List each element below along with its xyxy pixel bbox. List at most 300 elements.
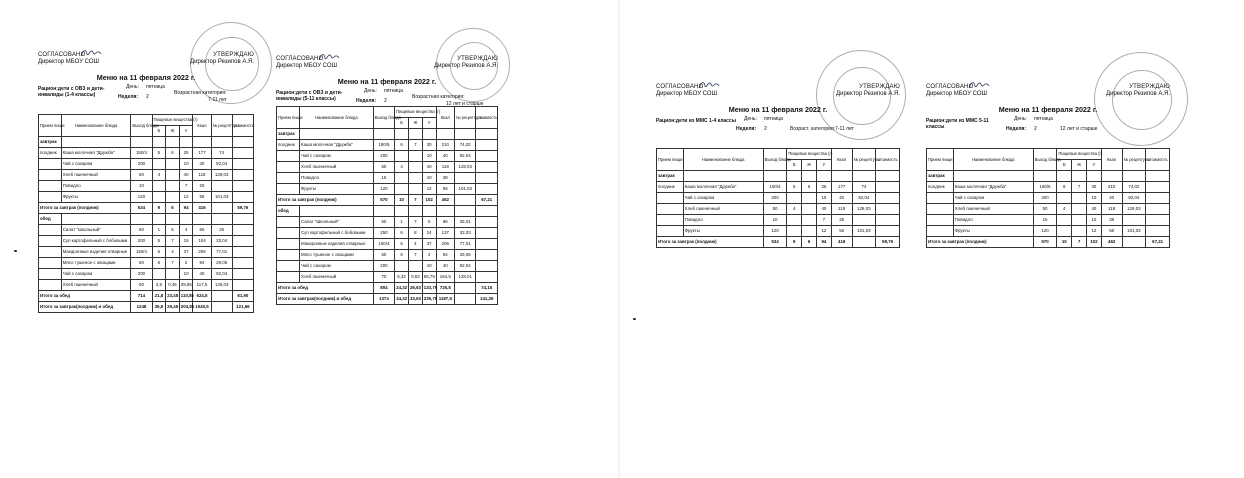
value-cell: 40 <box>179 170 193 181</box>
section-label: завтрак <box>39 137 62 148</box>
value-cell: 117,5 <box>193 280 211 291</box>
table-row <box>277 217 498 228</box>
day-value: пятница <box>1034 116 1053 122</box>
total-value: 1248 <box>131 302 152 313</box>
age-label: Возрастная категория: <box>412 94 465 100</box>
value-cell: 118 <box>831 204 852 215</box>
dish-name: Чай с сахаром <box>683 193 763 204</box>
value-cell: 33,03 <box>455 228 476 239</box>
value-cell <box>476 140 498 151</box>
lunch-total-row <box>277 283 498 294</box>
value-cell: 3,8 <box>152 280 166 291</box>
value-cell: 25,01 <box>455 217 476 228</box>
column-header: У <box>179 126 193 137</box>
table-row <box>277 250 498 261</box>
total-value: 570 <box>373 195 394 206</box>
value-cell <box>1146 193 1170 204</box>
empty-cell <box>422 206 436 217</box>
week-value: 2 <box>146 94 149 100</box>
agreed-block <box>926 84 987 98</box>
value-cell: 25 <box>817 182 832 193</box>
total-value: 133,79 <box>422 283 436 294</box>
total-value: 102 <box>1087 237 1102 248</box>
value-cell: 40 <box>436 151 454 162</box>
age-value: 7-11 лет <box>208 97 227 103</box>
total-value: 804 <box>373 283 394 294</box>
value-cell: 7 <box>408 250 422 261</box>
total-value <box>211 302 232 313</box>
total-value: 59,76 <box>232 203 253 214</box>
total-value: 33,63 <box>408 294 422 305</box>
value-cell: 150/4 <box>131 148 152 159</box>
value-cell: 50 <box>373 250 394 261</box>
value-cell: 128,03 <box>211 280 232 291</box>
total-value: 204,85 <box>179 302 193 313</box>
meal-cell <box>39 258 62 269</box>
value-cell: 92,04 <box>1122 193 1146 204</box>
value-cell: 128,03 <box>455 162 476 173</box>
value-cell: 86 <box>436 217 454 228</box>
value-cell: 77,01 <box>455 239 476 250</box>
meal-cell <box>927 193 954 204</box>
day-label: День: <box>126 84 139 90</box>
day-label: День: <box>744 116 757 122</box>
value-cell: 6 <box>802 182 817 193</box>
value-cell <box>211 181 232 192</box>
column-header: Б <box>152 126 166 137</box>
value-cell <box>232 269 253 280</box>
dish-name: Хлеб пшеничный <box>953 204 1033 215</box>
value-cell: 92,04 <box>211 159 232 170</box>
value-cell: 7 <box>1072 182 1087 193</box>
value-cell: 6 <box>166 148 180 159</box>
column-header: № рецептуры <box>852 149 876 171</box>
value-cell: 56 <box>436 184 454 195</box>
value-cell: 5 <box>152 236 166 247</box>
value-cell: 40 <box>1101 193 1122 204</box>
value-cell: 7 <box>179 181 193 192</box>
value-cell <box>232 181 253 192</box>
meal-cell <box>39 170 62 181</box>
column-header: Выход блюда <box>373 107 394 129</box>
column-header: У <box>817 160 832 171</box>
total-value: 10 <box>395 195 409 206</box>
value-cell: 94 <box>436 250 454 261</box>
table-row <box>39 280 254 291</box>
table-row <box>39 236 254 247</box>
dish-name: Чай с сахаром <box>953 193 1033 204</box>
column-header: Ж <box>1072 160 1087 171</box>
value-cell: 29,05 <box>455 250 476 261</box>
empty-cell <box>61 137 131 148</box>
total-value: 7 <box>1072 237 1087 248</box>
value-cell: 4 <box>395 162 409 173</box>
empty-cell <box>300 129 374 140</box>
meal-cell <box>277 173 300 184</box>
value-cell <box>166 170 180 181</box>
value-cell <box>476 228 498 239</box>
value-cell <box>787 215 802 226</box>
meal-cell: полдник <box>927 182 954 193</box>
value-cell: 40 <box>193 159 211 170</box>
total-value: 9 <box>152 203 166 214</box>
value-cell <box>408 151 422 162</box>
agreed-by: Директор МБОУ СОШ <box>38 58 100 65</box>
value-cell: 92,04 <box>211 269 232 280</box>
value-cell: 10 <box>1087 215 1102 226</box>
grand-total-row <box>39 302 254 313</box>
value-cell: 4 <box>179 225 193 236</box>
table-row <box>927 226 1170 237</box>
column-header: № рецептуры <box>455 107 476 129</box>
meal-cell <box>277 272 300 283</box>
total-label: Итого за завтрак (полдник) <box>39 203 131 214</box>
value-cell: 7 <box>408 140 422 151</box>
dish-name: Чай с сахаром <box>61 269 131 280</box>
menu-table <box>926 148 1170 248</box>
value-cell <box>876 193 900 204</box>
value-cell: 210 <box>436 140 454 151</box>
value-cell: 10 <box>422 173 436 184</box>
value-cell: 2 <box>422 250 436 261</box>
value-cell: 210 <box>1101 182 1122 193</box>
value-cell <box>1146 182 1170 193</box>
table-row <box>277 261 498 272</box>
total-label: Итого за завтрак(полдник) и обед <box>39 302 131 313</box>
value-cell: 10 <box>422 151 436 162</box>
empty-cell <box>455 206 476 217</box>
meal-cell: полдник <box>657 182 684 193</box>
table-row <box>277 184 498 195</box>
table-row <box>39 225 254 236</box>
official-stamp <box>1094 52 1188 146</box>
header-row <box>657 149 900 160</box>
value-cell <box>1146 215 1170 226</box>
value-cell: 4 <box>1057 204 1072 215</box>
column-header: Выход блюда <box>131 115 152 137</box>
value-cell: 118 <box>436 162 454 173</box>
value-cell: 250 <box>373 228 394 239</box>
total-value: 94 <box>179 203 193 214</box>
dish-name: Хлеб пшеничный <box>300 162 374 173</box>
value-cell <box>152 269 166 280</box>
empty-cell <box>193 214 211 225</box>
empty-cell <box>300 206 374 217</box>
total-value: 21,8 <box>152 291 166 302</box>
week-value: 2 <box>1034 126 1037 132</box>
value-cell <box>232 159 253 170</box>
empty-cell <box>787 171 802 182</box>
value-cell: 10 <box>817 193 832 204</box>
value-cell: 50 <box>131 280 152 291</box>
value-cell: 29,05 <box>211 258 232 269</box>
value-cell: 7 <box>408 217 422 228</box>
dish-name: Каша молочная "Дружба" <box>61 148 131 159</box>
empty-cell <box>1122 171 1146 182</box>
menu-table <box>656 148 900 248</box>
total-value: 34,32 <box>395 294 409 305</box>
value-cell <box>408 162 422 173</box>
column-header: № рецептуры <box>1122 149 1146 171</box>
total-value <box>211 291 232 302</box>
value-cell: 25 <box>193 181 211 192</box>
column-header: Ж <box>408 118 422 129</box>
meal-cell <box>657 226 684 237</box>
table-row <box>927 193 1170 204</box>
approved-block <box>434 56 498 70</box>
table-row <box>927 182 1170 193</box>
meal-cell <box>657 204 684 215</box>
total-value: 624,5 <box>193 291 211 302</box>
menu-doc-1 <box>38 52 254 342</box>
empty-cell <box>422 129 436 140</box>
agreed-block <box>276 56 337 70</box>
value-cell: 128,01 <box>455 272 476 283</box>
empty-cell <box>395 129 409 140</box>
column-header: Пищевые вещества (г) <box>1057 149 1101 160</box>
meal-cell <box>277 184 300 195</box>
week-label: Неделя: <box>1006 126 1027 132</box>
value-cell <box>876 204 900 215</box>
total-label: Итого за обед <box>277 283 374 294</box>
table-row <box>39 181 254 192</box>
value-cell <box>876 226 900 237</box>
value-cell <box>408 184 422 195</box>
value-cell: 39,85 <box>179 280 193 291</box>
value-cell: 2 <box>179 258 193 269</box>
value-cell: 101,03 <box>1122 226 1146 237</box>
value-cell: 10 <box>179 159 193 170</box>
value-cell: 50 <box>763 204 787 215</box>
value-cell: 37 <box>422 239 436 250</box>
total-value: 59,76 <box>876 237 900 248</box>
value-cell: 200 <box>131 236 152 247</box>
value-cell: 30 <box>422 140 436 151</box>
total-value <box>455 283 476 294</box>
empty-cell <box>831 171 852 182</box>
empty-cell <box>179 214 193 225</box>
total-value: 141,36 <box>476 294 498 305</box>
day-label: День: <box>364 88 377 94</box>
value-cell <box>802 193 817 204</box>
value-cell: 40 <box>193 269 211 280</box>
total-value: 110,85 <box>179 291 193 302</box>
approved-by: Директор Резипов А.Я. <box>836 90 900 97</box>
total-value <box>455 195 476 206</box>
value-cell: 120 <box>1033 226 1057 237</box>
empty-cell <box>166 214 180 225</box>
column-header: Ккал <box>436 107 454 129</box>
value-cell: 1 <box>152 225 166 236</box>
table-row <box>657 182 900 193</box>
value-cell: 150/4 <box>763 182 787 193</box>
approved-label: УТВЕРЖДАЮ <box>213 52 254 58</box>
agreed-label: СОГЛАСОВАНО <box>276 56 324 62</box>
total-value: 462 <box>436 195 454 206</box>
empty-cell <box>152 137 166 148</box>
empty-cell <box>166 137 180 148</box>
column-header: Пищевые вещества (г) <box>152 115 193 126</box>
column-header: Наименование блюда <box>300 107 374 129</box>
value-cell: 74 <box>852 182 876 193</box>
value-cell: 10 <box>131 181 152 192</box>
value-cell: 12 <box>1087 226 1102 237</box>
agreed-label: СОГЛАСОВАНО <box>38 52 86 58</box>
table-row <box>657 204 900 215</box>
column-header: Ж <box>802 160 817 171</box>
column-header: Ккал <box>193 115 211 137</box>
value-cell <box>787 226 802 237</box>
total-value <box>1122 237 1146 248</box>
value-cell: 137 <box>436 228 454 239</box>
value-cell: 5,32 <box>395 272 409 283</box>
day-value: пятница <box>384 88 403 94</box>
value-cell <box>1072 215 1087 226</box>
column-header: Прием пищи <box>277 107 300 129</box>
value-cell: 15 <box>373 173 394 184</box>
value-cell <box>476 173 498 184</box>
value-cell: 56 <box>193 192 211 203</box>
meal-cell <box>39 280 62 291</box>
value-cell: 30 <box>1087 182 1102 193</box>
value-cell <box>1072 193 1087 204</box>
total-value: 121,66 <box>232 302 253 313</box>
column-header: Наименование блюда <box>61 115 131 137</box>
meal-cell: полдник <box>39 148 62 159</box>
section-label: завтрак <box>657 171 684 182</box>
week-label: Неделя: <box>736 126 757 132</box>
value-cell: 7 <box>166 236 180 247</box>
section-row <box>39 214 254 225</box>
value-cell <box>395 173 409 184</box>
empty-cell <box>876 171 900 182</box>
dish-name: Фрукты <box>61 192 131 203</box>
total-value: 570 <box>1033 237 1057 248</box>
value-cell: 200 <box>1033 193 1057 204</box>
dish-name: Хлеб пшеничный <box>61 280 131 291</box>
value-cell: 120 <box>131 192 152 203</box>
column-header: Прием пищи <box>927 149 954 171</box>
meal-cell <box>277 151 300 162</box>
value-cell: 101,03 <box>852 226 876 237</box>
value-cell: 177 <box>831 182 852 193</box>
week-value: 2 <box>764 126 767 132</box>
table-row <box>39 170 254 181</box>
value-cell: 74,02 <box>1122 182 1146 193</box>
value-cell: 50 <box>373 162 394 173</box>
meal-cell <box>277 228 300 239</box>
dish-name: Фрукты <box>300 184 374 195</box>
total-value: 462 <box>1101 237 1122 248</box>
total-value <box>211 203 232 214</box>
section-row <box>657 171 900 182</box>
ration-label: Рацион:дети с ОВЗ и дети-инвалиды (5-11 классы) <box>276 90 343 102</box>
age-label: Возрастная категория: <box>174 90 227 96</box>
total-value: 35,8 <box>152 302 166 313</box>
table-row <box>277 140 498 151</box>
total-value: 74,15 <box>476 283 498 294</box>
empty-cell <box>802 171 817 182</box>
week-label: Неделя: <box>356 98 377 104</box>
value-cell <box>395 151 409 162</box>
value-cell <box>1146 226 1170 237</box>
value-cell: 0,63 <box>408 272 422 283</box>
meal-cell <box>277 261 300 272</box>
ration-label: Рацион:дети из ММС 1-4 классы <box>656 118 736 124</box>
value-cell: 40 <box>1087 204 1102 215</box>
value-cell <box>166 159 180 170</box>
value-cell: 60 <box>373 217 394 228</box>
table-row <box>277 228 498 239</box>
agreed-label: СОГЛАСОВАНО <box>926 84 974 90</box>
value-cell <box>1057 215 1072 226</box>
value-cell: 6 <box>395 239 409 250</box>
table-row <box>657 193 900 204</box>
meal-cell: полдник <box>277 140 300 151</box>
column-header: Ккал <box>1101 149 1122 171</box>
age-value: 12 лет и старше <box>446 101 484 107</box>
value-cell: 200 <box>373 151 394 162</box>
dish-name: Суп картофельный с бобовыми <box>300 228 374 239</box>
table-row <box>927 215 1170 226</box>
value-cell: 70 <box>373 272 394 283</box>
empty-cell <box>232 137 253 148</box>
dish-name: Повидло <box>953 215 1033 226</box>
empty-cell <box>373 129 394 140</box>
value-cell: 37 <box>179 247 193 258</box>
total-value: 534 <box>131 203 152 214</box>
ration-label: Рацион:дети с ОВЗ и дети-инвалиды (1-4 классы) <box>38 86 105 98</box>
header-row <box>277 107 498 118</box>
value-cell: 65 <box>193 225 211 236</box>
value-cell: 128,03 <box>211 170 232 181</box>
value-cell: 94 <box>193 258 211 269</box>
table-row <box>277 151 498 162</box>
age-value: Возраст. категория:7-11 лет <box>790 126 854 132</box>
value-cell: 60 <box>131 225 152 236</box>
empty-cell <box>408 206 422 217</box>
value-cell <box>232 192 253 203</box>
value-cell <box>802 226 817 237</box>
value-cell <box>166 181 180 192</box>
empty-cell <box>683 171 763 182</box>
total-value: 416 <box>831 237 852 248</box>
value-cell: 6 <box>395 250 409 261</box>
value-cell <box>232 258 253 269</box>
total-value <box>852 237 876 248</box>
value-cell: 120 <box>373 184 394 195</box>
meal-cell <box>39 269 62 280</box>
dish-name: Хлеб пшеничный <box>61 170 131 181</box>
value-cell <box>395 184 409 195</box>
value-cell: 6 <box>152 247 166 258</box>
value-cell: 10 <box>179 269 193 280</box>
breakfast-total-row <box>657 237 900 248</box>
empty-cell <box>395 206 409 217</box>
value-cell: 4 <box>787 204 802 215</box>
total-value <box>455 294 476 305</box>
lunch-total-row <box>39 291 254 302</box>
value-cell <box>395 261 409 272</box>
empty-cell <box>373 206 394 217</box>
total-value: 67,21 <box>1146 237 1170 248</box>
section-row <box>277 206 498 217</box>
meal-cell <box>39 159 62 170</box>
value-cell: 6 <box>395 140 409 151</box>
value-cell: 118 <box>193 170 211 181</box>
dish-name: Мясо тушеное с овощами <box>300 250 374 261</box>
column-header: стоимость <box>1146 149 1170 171</box>
